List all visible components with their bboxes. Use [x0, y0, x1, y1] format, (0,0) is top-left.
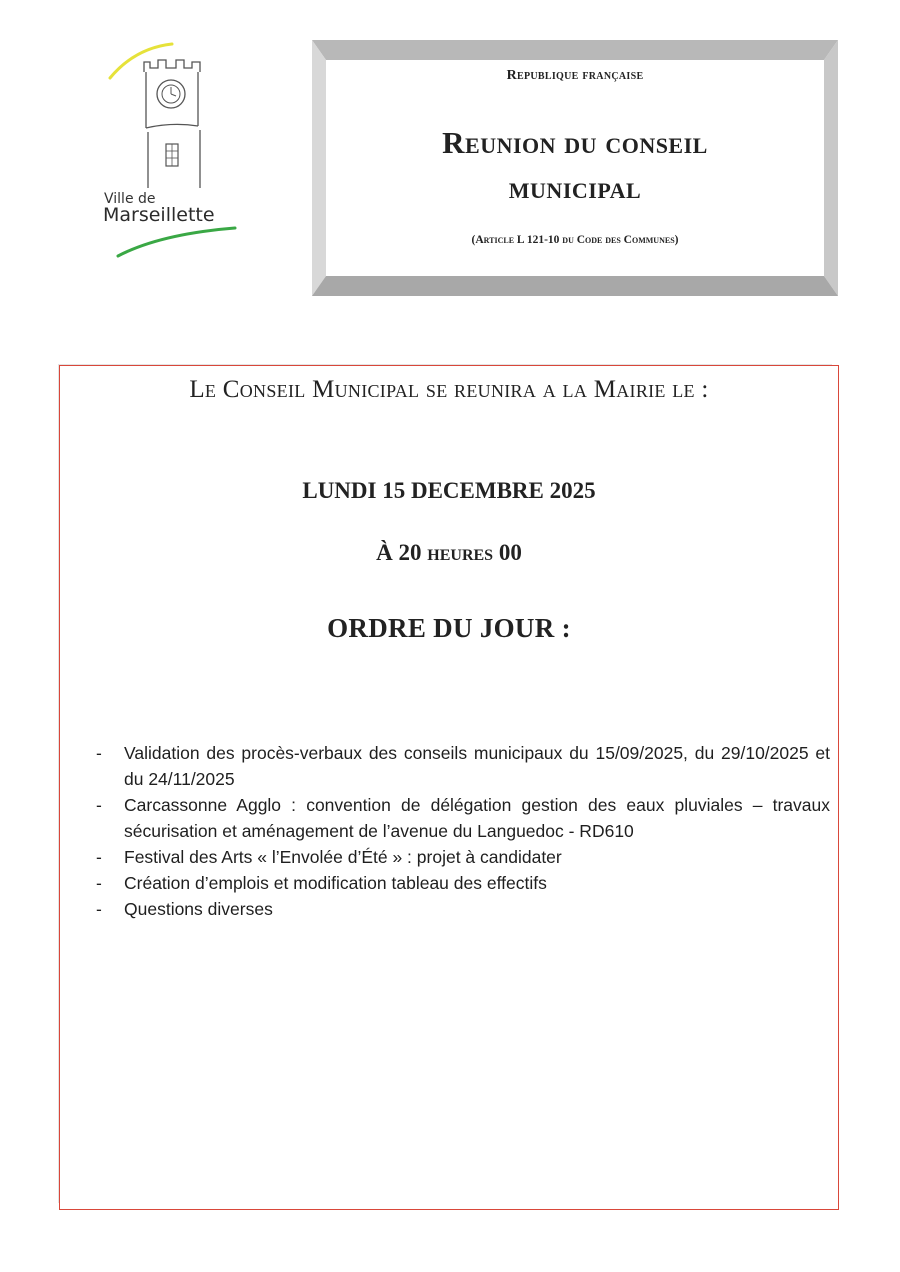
agenda-item-text: Création d’emplois et modification tableau des effectifs	[124, 873, 547, 893]
header-frame	[308, 38, 842, 298]
logo-ville-label: Ville de	[104, 191, 156, 207]
agenda-item-text: Validation des procès-verbaux des conseils municipaux du 15/09/2025, du 29/10/2025 et du 24/11/2025	[124, 743, 830, 789]
agenda-item-text: Festival des Arts « l’Envolée d’Été » : projet à candidater	[124, 847, 562, 867]
agenda-heading: ORDRE DU JOUR :	[327, 613, 571, 643]
bullet-dash: -	[96, 795, 102, 815]
meeting-time: À 20 heures 00	[376, 540, 522, 565]
agenda-list	[96, 740, 830, 922]
bullet-dash: -	[96, 743, 102, 763]
bullet-dash: -	[96, 899, 102, 919]
agenda-item	[96, 896, 830, 922]
agenda-item-text: Questions diverses	[124, 899, 273, 919]
logo-town-name: Marseillette	[103, 204, 215, 226]
agenda-item	[96, 740, 830, 792]
bullet-dash: -	[96, 873, 102, 893]
agenda-item	[96, 844, 830, 870]
title-line-2: municipal	[508, 170, 642, 205]
republique-label: Republique française	[506, 68, 644, 83]
town-logo	[100, 38, 250, 263]
article-reference: (Article L 121-10 du Code des Communes)	[471, 234, 679, 246]
convocation-box	[59, 365, 839, 1210]
document-title	[328, 120, 822, 210]
header-content	[328, 58, 822, 278]
meeting-date: LUNDI 15 DECEMBRE 2025	[302, 478, 596, 503]
agenda-item	[96, 870, 830, 896]
bullet-dash: -	[96, 847, 102, 867]
title-line-1: Reunion du conseil	[442, 125, 708, 160]
agenda-item-text: Carcassonne Agglo : convention de délégation gestion des eaux pluviales – travaux sécurisation et aménagement de l’avenue du Languedoc - RD610	[124, 795, 830, 841]
meeting-announcement: Le Conseil Municipal se reunira a la Mairie le :	[189, 376, 709, 403]
agenda-item	[96, 792, 830, 844]
tower-icon	[100, 38, 250, 263]
